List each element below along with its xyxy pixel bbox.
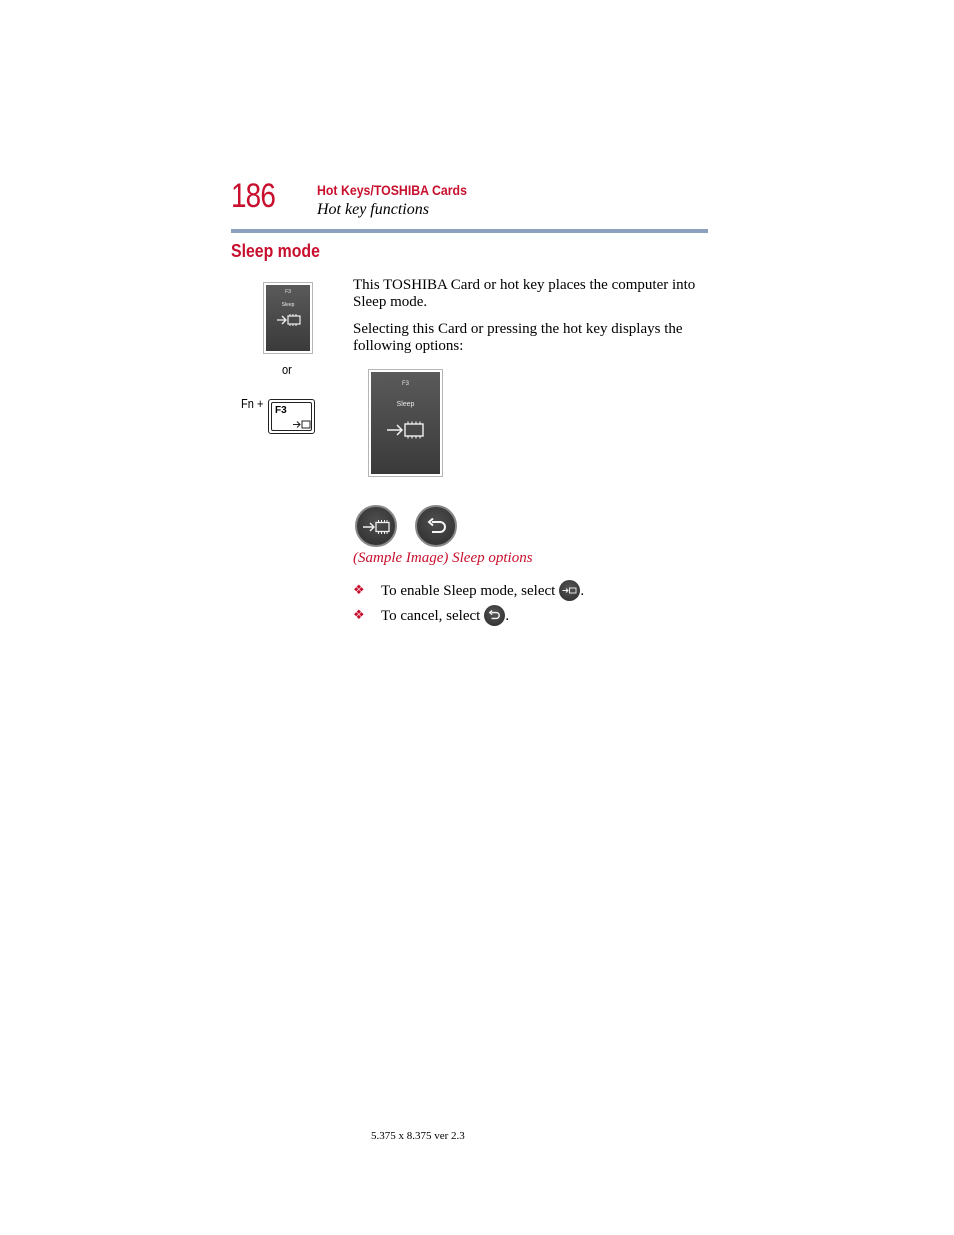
list-item [353, 580, 584, 601]
header-rule [231, 229, 708, 233]
image-caption: (Sample Image) Sleep options [353, 550, 533, 566]
sleep-icon [276, 313, 302, 327]
page-heading: Sleep mode [231, 241, 320, 261]
chapter-title: Hot Keys/TOSHIBA Cards [317, 182, 467, 198]
bullet-icon: ❖ [353, 582, 365, 598]
cancel-icon [484, 605, 505, 626]
key-label: F3 [275, 405, 287, 416]
f3-key [268, 399, 315, 434]
sleep-icon [559, 580, 580, 601]
bullet-text-end: . [505, 607, 510, 624]
card-title: Sleep [396, 401, 415, 408]
sleep-icon [386, 420, 426, 440]
cancel-icon [426, 517, 448, 537]
sleep-icon [362, 519, 392, 535]
bullet-text-end: . [580, 582, 585, 599]
page-footer: 5.375 x 8.375 ver 2.3 [371, 1130, 465, 1142]
cancel-option-button[interactable] [415, 505, 457, 547]
sleep-icon [292, 419, 312, 430]
fn-label: Fn + [241, 396, 264, 411]
page-number: 186 [231, 177, 276, 215]
card-key-label: F3 [285, 289, 291, 295]
intro-paragraph: This TOSHIBA Card or hot key places the computer into Sleep mode. [353, 277, 696, 310]
card-key-label: F3 [401, 381, 409, 387]
bullet-icon: ❖ [353, 607, 365, 623]
large-sleep-card [368, 369, 443, 477]
bullet-text: To cancel, select [381, 607, 481, 624]
small-sleep-card [263, 282, 313, 354]
bullet-text: To enable Sleep mode, select [381, 582, 556, 599]
or-label: or [282, 362, 292, 377]
card-title: Sleep [281, 302, 295, 308]
list-item [353, 605, 509, 626]
sleep-option-button[interactable] [355, 505, 397, 547]
section-title: Hot key functions [317, 201, 429, 218]
options-paragraph: Selecting this Card or pressing the hot key displays the following options: [353, 321, 683, 354]
